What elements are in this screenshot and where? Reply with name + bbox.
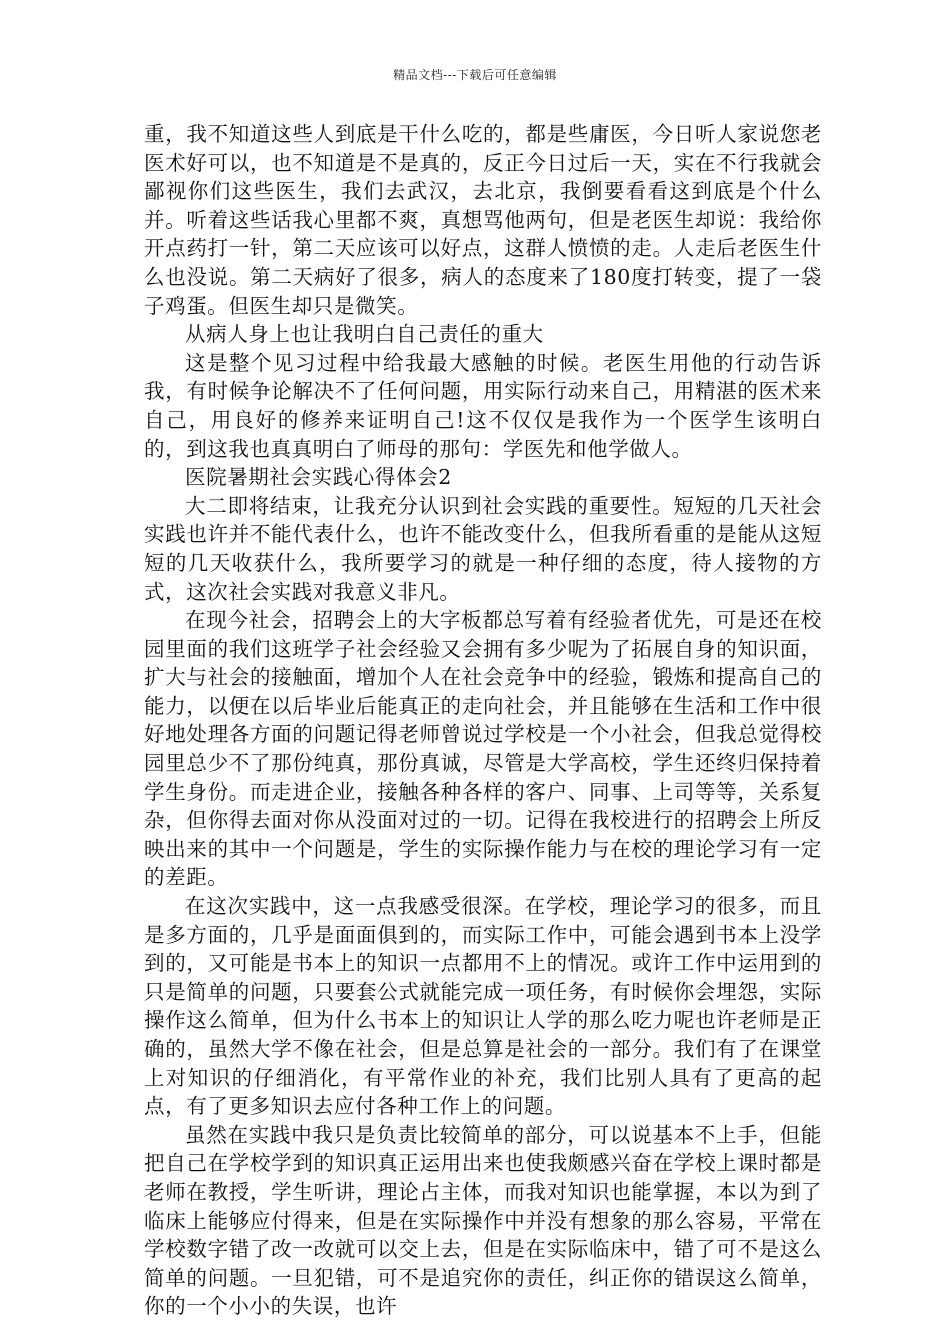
paragraph: 这是整个见习过程中给我最大感触的时候。老医生用他的行动告诉我，有时候争论解决不了任何问题，用实际行动来自己，用精湛的医术来自己，用良好的修养来证明自己!这不仅仅是我作为一个医学生该明白的，到这我也真真明白了师母的那句：学医先和他学做人。 bbox=[144, 350, 822, 461]
paragraph: 大二即将结束，让我充分认识到社会实践的重要性。短短的几天社会实践也许并不能代表什么，也许不能改变什么，但我所看重的是能从这短短的几天收获什么，我所要学习的就是一种仔细的态度，待人接物的方式，这次社会实践对我意义非凡。 bbox=[144, 493, 822, 604]
paragraph: 在这次实践中，这一点我感受很深。在学校，理论学习的很多，而且是多方面的，几乎是面面俱到的，而实际工作中，可能会遇到书本上没学到的，又可能是书本上的知识一点都用不上的情况。或许工作中运用到的只是简单的问题，只要套公式就能完成一项任务，有时候你会埋怨，实际操作这么简单，但为什么书本上的知识让人学的那么吃力呢也许老师是正确的，虽然大学不像在社会，但是总算是社会的一部分。我们有了在课堂上对知识的仔细消化，有平常作业的补充，我们比别人具有了更高的起点，有了更多知识去应付各种工作上的问题。 bbox=[144, 894, 822, 1119]
section-heading: 医院暑期社会实践心得体会2 bbox=[185, 465, 452, 490]
running-header: 精品文档---下载后可任意编辑 bbox=[393, 68, 557, 82]
paragraph: 在现今社会，招聘会上的大字板都总写着有经验者优先，可是还在校园里面的我们这班学子社会经验又会拥有多少呢为了拓展自身的知识面，扩大与社会的接触面，增加个人在社会竞争中的经验，锻炼和提高自己的能力，以便在以后毕业后能真正的走向社会，并且能够在生活和工作中很好地处理各方面的问题记得老师曾说过学校是一个小社会，但我总觉得校园里总少不了那份纯真，那份真诚，尽管是大学高校，学生还终归保持着学生身份。而走进企业，接触各种各样的客户、同事、上司等等，关系复杂，但你得去面对你从没面对过的一切。记得在我校进行的招聘会上所反映出来的其中一个问题是，学生的实际操作能力与在校的理论学习有一定的差距。 bbox=[144, 608, 822, 890]
paragraph: 虽然在实践中我只是负责比较简单的部分，可以说基本不上手，但能把自己在学校学到的知识真正运用出来也使我颇感兴奋在学校上课时都是老师在教授，学生听讲，理论占主体，而我对知识也能掌握，本以为到了临床上能够应付得来，但是在实际操作中并没有想象的那么容易，平常在学校数字错了改一改就可以交上去，但是在实际临床中，错了可不是这么简单的问题。一旦犯错，可不是追究你的责任，纠正你的错误这么简单，你的一个小小的失误，也许 bbox=[144, 1122, 822, 1319]
paragraph: 从病人身上也让我明白自己责任的重大 bbox=[185, 322, 544, 347]
paragraph-continued: 重，我不知道这些人到底是干什么吃的，都是些庸医，今日听人家说您老医术好可以，也不知道是不是真的，反正今日过后一天，实在不行我就会鄙视你们这些医生，我们去武汉，去北京，我倒要看看这到底是个什么并。听着这些话我心里都不爽，真想骂他两句，但是老医生却说：我给你开点药打一针，第二天应该可以好点，这群人愤愤的走。人走后老医生什么也没说。第二天病好了很多，病人的态度来了180度打转变，提了一袋子鸡蛋。但医生却只是微笑。 bbox=[144, 122, 822, 318]
body-text bbox=[144, 120, 822, 1321]
